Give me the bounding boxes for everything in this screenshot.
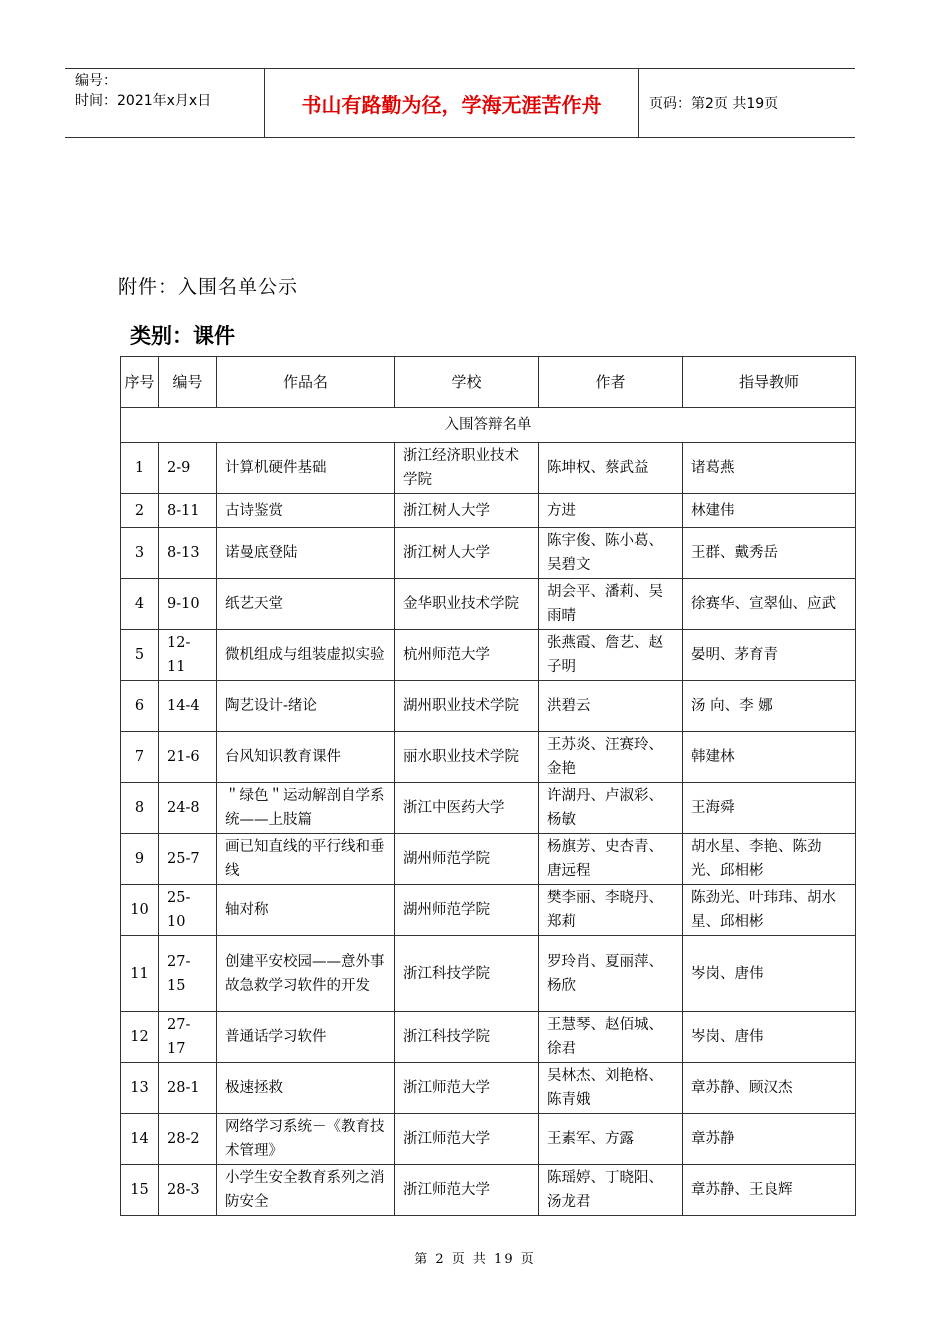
cell-authors: 陈瑶婷、丁晓阳、汤龙君 xyxy=(539,1165,683,1216)
table-row xyxy=(121,834,856,885)
cell-advisor: 岑岗、唐伟 xyxy=(683,1012,856,1063)
cell-school: 湖州师范学院 xyxy=(395,885,539,936)
cell-code: 27-15 xyxy=(159,936,217,1012)
col-header-seq: 序号 xyxy=(121,357,159,408)
cell-school: 金华职业技术学院 xyxy=(395,579,539,630)
cell-advisor: 章苏静 xyxy=(683,1114,856,1165)
cell-seq: 1 xyxy=(121,443,159,494)
cell-seq: 10 xyxy=(121,885,159,936)
cell-seq: 4 xyxy=(121,579,159,630)
cell-authors: 张燕霞、詹艺、赵子明 xyxy=(539,630,683,681)
cell-title: 陶艺设计-绪论 xyxy=(217,681,395,732)
cell-code: 28-2 xyxy=(159,1114,217,1165)
table-row xyxy=(121,1012,856,1063)
cell-seq: 11 xyxy=(121,936,159,1012)
finalist-table xyxy=(120,356,856,1216)
col-header-title: 作品名 xyxy=(217,357,395,408)
cell-code: 2-9 xyxy=(159,443,217,494)
table-row xyxy=(121,579,856,630)
cell-seq: 7 xyxy=(121,732,159,783)
cell-seq: 2 xyxy=(121,494,159,528)
table-row xyxy=(121,528,856,579)
col-header-school: 学校 xyxy=(395,357,539,408)
table-row xyxy=(121,443,856,494)
cell-seq: 15 xyxy=(121,1165,159,1216)
section-label: 入围答辩名单 xyxy=(121,408,856,443)
cell-advisor: 章苏静、王良辉 xyxy=(683,1165,856,1216)
cell-code: 25-10 xyxy=(159,885,217,936)
cell-school: 浙江师范大学 xyxy=(395,1114,539,1165)
cell-authors: 许湖丹、卢淑彩、杨敏 xyxy=(539,783,683,834)
cell-school: 丽水职业技术学院 xyxy=(395,732,539,783)
category-title: 类别：课件 xyxy=(130,324,235,348)
cell-advisor: 王群、戴秀岳 xyxy=(683,528,856,579)
cell-advisor: 徐赛华、宣翠仙、应武 xyxy=(683,579,856,630)
cell-seq: 14 xyxy=(121,1114,159,1165)
cell-school: 湖州师范学院 xyxy=(395,834,539,885)
cell-title: 微机组成与组装虚拟实验 xyxy=(217,630,395,681)
cell-seq: 13 xyxy=(121,1063,159,1114)
header-time-label: 时间：2021年x月x日 xyxy=(75,93,212,109)
cell-code: 25-7 xyxy=(159,834,217,885)
cell-seq: 6 xyxy=(121,681,159,732)
cell-code: 28-3 xyxy=(159,1165,217,1216)
cell-title: 台风知识教育课件 xyxy=(217,732,395,783)
cell-school: 浙江科技学院 xyxy=(395,936,539,1012)
cell-school: 浙江经济职业技术学院 xyxy=(395,443,539,494)
attachment-title: 附件：入围名单公示 xyxy=(118,276,299,298)
cell-authors: 罗玲肖、夏丽萍、杨欣 xyxy=(539,936,683,1012)
cell-code: 14-4 xyxy=(159,681,217,732)
table-row xyxy=(121,681,856,732)
cell-title: 轴对称 xyxy=(217,885,395,936)
cell-code: 8-11 xyxy=(159,494,217,528)
cell-title: 诺曼底登陆 xyxy=(217,528,395,579)
header-motto: 书山有路勤为径，学海无涯苦作舟 xyxy=(265,69,639,137)
cell-seq: 9 xyxy=(121,834,159,885)
col-header-authors: 作者 xyxy=(539,357,683,408)
col-header-advisor: 指导教师 xyxy=(683,357,856,408)
cell-title: 纸艺天堂 xyxy=(217,579,395,630)
page-footer: 第 2 页 共 19 页 xyxy=(414,1252,536,1267)
cell-title: 计算机硬件基础 xyxy=(217,443,395,494)
header-meta xyxy=(65,69,265,137)
cell-title: 创建平安校园——意外事故急救学习软件的开发 xyxy=(217,936,395,1012)
cell-advisor: 林建伟 xyxy=(683,494,856,528)
table-row xyxy=(121,630,856,681)
section-row xyxy=(121,408,856,443)
cell-advisor: 岑岗、唐伟 xyxy=(683,936,856,1012)
cell-school: 浙江师范大学 xyxy=(395,1165,539,1216)
cell-authors: 洪碧云 xyxy=(539,681,683,732)
cell-code: 28-1 xyxy=(159,1063,217,1114)
table-row xyxy=(121,783,856,834)
table-row xyxy=(121,1063,856,1114)
cell-advisor: 王海舜 xyxy=(683,783,856,834)
cell-school: 浙江树人大学 xyxy=(395,528,539,579)
cell-code: 21-6 xyxy=(159,732,217,783)
cell-authors: 吴林杰、刘艳格、陈青娥 xyxy=(539,1063,683,1114)
cell-authors: 王苏炎、汪赛玲、金艳 xyxy=(539,732,683,783)
table-row xyxy=(121,936,856,1012)
cell-authors: 胡会平、潘莉、吴雨晴 xyxy=(539,579,683,630)
cell-school: 湖州职业技术学院 xyxy=(395,681,539,732)
cell-title: ＂绿色＂运动解剖自学系统——上肢篇 xyxy=(217,783,395,834)
cell-authors: 陈宇俊、陈小葛、吴碧文 xyxy=(539,528,683,579)
cell-seq: 12 xyxy=(121,1012,159,1063)
cell-code: 9-10 xyxy=(159,579,217,630)
cell-code: 8-13 xyxy=(159,528,217,579)
cell-advisor: 章苏静、顾汉杰 xyxy=(683,1063,856,1114)
cell-code: 24-8 xyxy=(159,783,217,834)
cell-advisor: 陈劲光、叶玮玮、胡水星、邱相彬 xyxy=(683,885,856,936)
cell-title: 极速拯救 xyxy=(217,1063,395,1114)
cell-seq: 8 xyxy=(121,783,159,834)
cell-advisor: 汤 向、李 娜 xyxy=(683,681,856,732)
table-row xyxy=(121,885,856,936)
cell-seq: 5 xyxy=(121,630,159,681)
cell-title: 普通话学习软件 xyxy=(217,1012,395,1063)
cell-title: 古诗鉴赏 xyxy=(217,494,395,528)
col-header-code: 编号 xyxy=(159,357,217,408)
cell-authors: 王素军、方露 xyxy=(539,1114,683,1165)
cell-authors: 樊李丽、李晓丹、郑莉 xyxy=(539,885,683,936)
cell-title: 画已知直线的平行线和垂线 xyxy=(217,834,395,885)
cell-school: 浙江树人大学 xyxy=(395,494,539,528)
cell-advisor: 诸葛燕 xyxy=(683,443,856,494)
cell-code: 12-11 xyxy=(159,630,217,681)
cell-title: 小学生安全教育系列之消防安全 xyxy=(217,1165,395,1216)
cell-authors: 杨旗芳、史杏青、唐远程 xyxy=(539,834,683,885)
cell-seq: 3 xyxy=(121,528,159,579)
header-number-label: 编号： xyxy=(75,73,117,89)
cell-advisor: 晏明、茅育青 xyxy=(683,630,856,681)
header-page-label: 页码：第2页 共19页 xyxy=(649,96,779,112)
cell-authors: 陈坤权、蔡武益 xyxy=(539,443,683,494)
table-row xyxy=(121,1114,856,1165)
table-row xyxy=(121,494,856,528)
page-header xyxy=(65,68,855,138)
cell-advisor: 胡水星、李艳、陈劲光、邱相彬 xyxy=(683,834,856,885)
cell-school: 杭州师范大学 xyxy=(395,630,539,681)
cell-authors: 王慧琴、赵佰城、徐君 xyxy=(539,1012,683,1063)
cell-advisor: 韩建林 xyxy=(683,732,856,783)
cell-school: 浙江师范大学 xyxy=(395,1063,539,1114)
cell-school: 浙江科技学院 xyxy=(395,1012,539,1063)
cell-school: 浙江中医药大学 xyxy=(395,783,539,834)
cell-code: 27-17 xyxy=(159,1012,217,1063)
table-header-row xyxy=(121,357,856,408)
cell-title: 网络学习系统－《教育技术管理》 xyxy=(217,1114,395,1165)
table-row xyxy=(121,1165,856,1216)
cell-authors: 方进 xyxy=(539,494,683,528)
table-row xyxy=(121,732,856,783)
